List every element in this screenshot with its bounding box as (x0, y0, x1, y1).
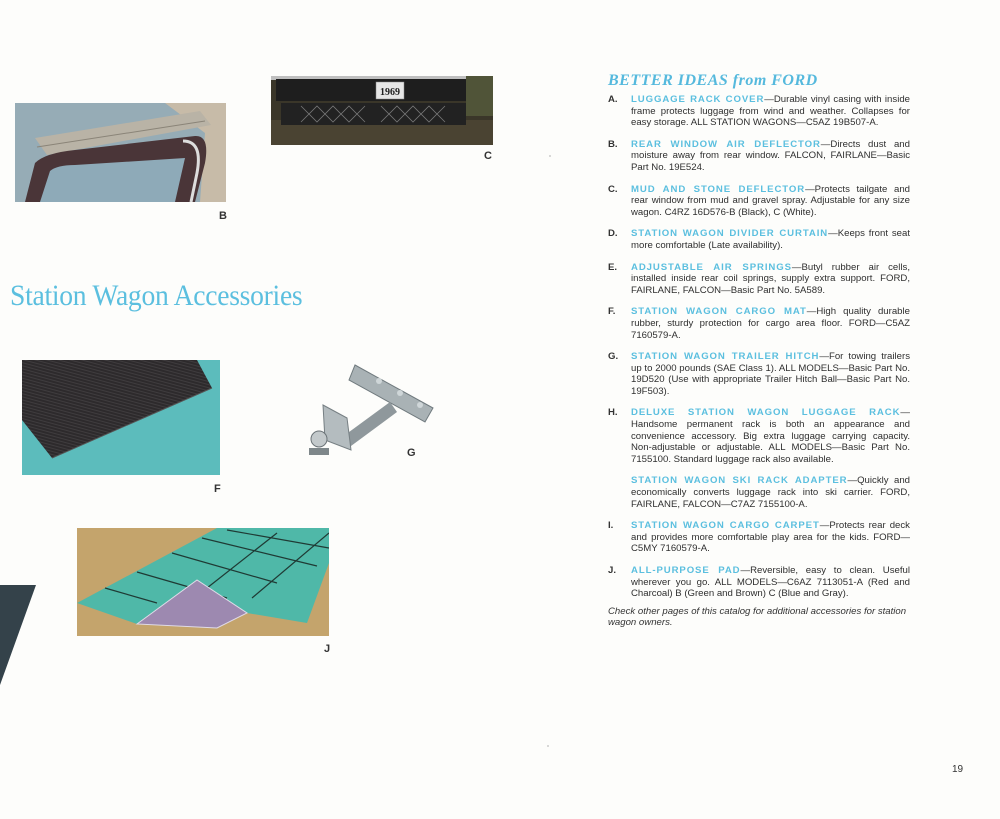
item-letter: D. (608, 228, 618, 240)
item-name: STATION WAGON CARGO MAT (631, 306, 807, 318)
list-item-g (608, 351, 910, 397)
item-letter: A. (608, 94, 618, 105)
section-title: Station Wagon Accessories (10, 279, 303, 312)
item-text: —Quickly and economically converts luggage rack into ski carrier. FORD, FAIRLANE, FALCON—C7AZ 7155100-A. (631, 475, 910, 510)
air-deflector-illustration (15, 103, 226, 202)
item-text: —Keeps front seat more comfortable (Late availability). (631, 228, 910, 251)
edge-photo-shape (0, 585, 36, 685)
item-name: DELUXE STATION WAGON LUGGAGE RACK (631, 407, 901, 419)
list-item-i (608, 520, 910, 555)
item-letter: J. (608, 565, 617, 576)
item-text: —Reversible, easy to clean. Useful wherever you go. ALL MODELS—C6AZ 7113051-A (Red and Charcoal) B (Green and Brown) C (Blue and Gray). (631, 565, 910, 600)
item-name: STATION WAGON DIVIDER CURTAIN (631, 228, 829, 240)
item-name: ADJUSTABLE AIR SPRINGS (631, 261, 792, 273)
list-item-b (608, 139, 910, 174)
print-speck (547, 745, 549, 747)
photo-cargo-mat (22, 360, 220, 475)
item-text: —Protects rear deck and provides more comfortable play area for the kids. FORD—C5MY 7160579-A. (631, 520, 910, 555)
photo-all-purpose-pad (77, 528, 329, 636)
caption-b: B (219, 210, 227, 222)
item-text: —Butyl rubber air cells, installed inside rear coil springs, supply extra support. FORD, FAIRLANE, FALCON—Basic Part No. 5A589. (631, 261, 910, 296)
item-name: LUGGAGE RACK COVER (631, 94, 765, 105)
list-item-c (608, 184, 910, 219)
list-item-f (608, 306, 910, 341)
item-letter: I. (608, 520, 614, 532)
item-text: —Durable vinyl casing with inside frame protects luggage from wind and weather. Collapses for easy storage. ALL STATION WAGONS—C5AZ 19B507-A. (631, 94, 910, 129)
list-item-j (608, 565, 910, 600)
caption-f: F (214, 483, 221, 495)
item-letter: B. (608, 138, 618, 150)
plate-text: 1969 (380, 87, 400, 98)
accessory-list (608, 72, 910, 629)
mud-deflector-illustration (271, 76, 493, 145)
headline: BETTER IDEAS from FORD (608, 72, 818, 89)
list-item-a (608, 94, 910, 129)
print-speck (549, 155, 551, 157)
item-letter: G. (608, 351, 619, 363)
item-name: STATION WAGON CARGO CARPET (631, 520, 820, 532)
list-item-ski-rack (608, 475, 910, 510)
item-name: STATION WAGON TRAILER HITCH (631, 351, 820, 363)
all-purpose-pad-illustration (77, 528, 329, 636)
item-text: —Handsome permanent rack is both an appearance and convenience accessory. Big extra luggage carrying capacity. Non-adjustable or adjustable. ALL MODELS—Basic Part No. 7155100. Standard luggage rack also available. (631, 407, 910, 465)
item-letter: C. (608, 183, 618, 195)
closing-note: Check other pages of this catalog for additional accessories for station wagon owners. (608, 605, 907, 629)
item-name: STATION WAGON SKI RACK ADAPTER (631, 475, 848, 487)
list-item-d (608, 228, 910, 251)
list-item-e (608, 262, 910, 297)
item-text: —High quality durable rubber, sturdy protection for cargo area floor. FORD—C5AZ 7160579-A. (631, 306, 910, 341)
caption-j: J (324, 643, 331, 655)
item-letter: F. (608, 306, 616, 318)
item-text: —For towing trailers up to 2000 pounds (SAE Class 1). ALL MODELS—Basic Part No. 19D520 (Use with appropriate Trailer Hitch Ball—Basic Part No. 19F503). (631, 351, 910, 397)
photo-rear-window-air-deflector (15, 103, 226, 202)
item-text: —Directs dust and moisture away from rear window. FALCON, FAIRLANE—Basic Part No. 19E524. (631, 138, 910, 173)
item-letter: H. (608, 407, 618, 419)
list-item-h (608, 407, 910, 465)
item-text: —Protects tailgate and rear window from mud and gravel spray. Adjustable for any size wagon. C4RZ 16D576-B (Black), C (White). (631, 183, 910, 218)
caption-c: C (484, 150, 492, 162)
photo-partial-edge (0, 585, 36, 685)
page-number: 19 (952, 764, 964, 775)
cargo-mat-illustration (22, 360, 220, 475)
item-name: ALL-PURPOSE PAD (631, 565, 741, 576)
photo-mud-and-stone-deflector (271, 76, 493, 145)
item-letter: E. (608, 261, 618, 273)
item-name: REAR WINDOW AIR DEFLECTOR (631, 138, 821, 150)
item-name: MUD AND STONE DEFLECTOR (631, 183, 806, 195)
caption-g: G (407, 447, 416, 459)
